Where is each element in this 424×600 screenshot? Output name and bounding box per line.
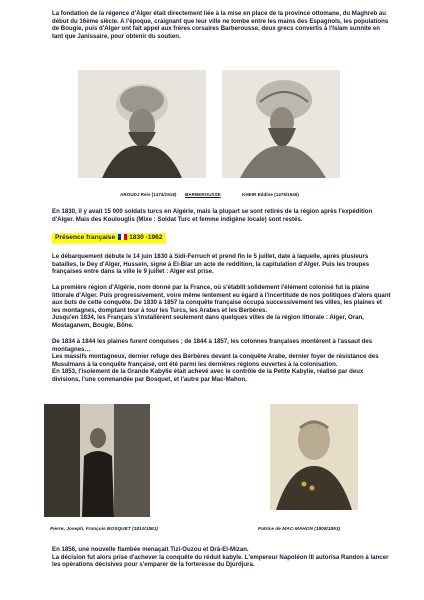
- section-heading: [52, 233, 166, 243]
- intro-paragraph: La fondation de la régence d'Alger était directement liée à la mise en place de la province ottomane, du Maghreb au début du 16ème siècle. A l'époque, craignant que leur ville ne tombe entre les mains des Espagnols, les populations de Bougie, puis d'Alger ont fait appel aux frères corsaires Barberousse, deux grecs convertis à l'Islam sunnite en tant que Janissaire, pour obtenir du soutien.: [52, 10, 389, 40]
- paragraph-montagnes: De 1834 à 1844 les plaines furent conquises ; de 1844 à 1857, les colonnes françaises montèrent à l'assaut des montagnes… Les massifs montagneux, dernier refuge des Berbères devant la conquête Arabe, dernier foyer de résistance des Musulmans à la conquête française, ont été parmi les dernières régions ouvertes à la colonisation. En 1853, l'isolement de la Grande Kabylie était achevé avec le contrôle de la Petite Kabylie, réalisé par deux divisions, l'une commandée par Bosquet, et l'autre par Mac-Mahon.: [52, 338, 379, 383]
- aroudj-portrait: [78, 70, 206, 178]
- paragraph-debarquement: Le débarquement débute le 14 juin 1830 à Sidi-Ferruch et prend fin le 5 juillet, date à laquelle, après plusieurs batailles, le Dey d'Alger, Hussein, signe à El-Biar un acte de reddition, la capitulation d'Alger. Puis les troupes françaises entre dans la ville le 9 juillet : Alger est prise.: [52, 253, 370, 276]
- caption-macmahon: Patrice de MAC-MAHON (1808/1893): [258, 527, 341, 532]
- paragraph-1830: En 1830, il y avait 15 000 soldats turcs en Algérie, mais la plupart se sont retirés de la région après l'expédition d'Alger. Mais des Koulouglis (Mixe : Soldat Turc et femme indigène locale) sont restés.: [52, 208, 373, 223]
- caption-kheir: KHEIR Eddine (1476/1546): [242, 192, 299, 197]
- kheir-eddine-portrait: [222, 70, 340, 178]
- caption-barberousse: BARBEROUSSE: [185, 192, 221, 197]
- macmahon-photo: [270, 404, 358, 510]
- caption-aroudj: AROUDJ Reis (1474/1518): [120, 192, 177, 197]
- heading-right: 1830 -1962: [129, 234, 163, 241]
- bosquet-photo: [44, 404, 150, 517]
- caption-bosquet: Pierre, Joseph, François BOSQUET (1810/1861): [50, 527, 158, 532]
- heading-left: Présence française: [55, 234, 116, 241]
- french-flag-icon: [118, 234, 127, 240]
- paragraph-conquete: La première région d'Algérie, nom donné par la France, où s'établit solidement l'élément colonisé fut la plaine littorale d'Alger. Puis progressivement, voire même lentement eu égard à l'incertitude de nos politiques d'alors quant aux buts de cette conquête. De 1830 à 1857 la conquête française occupa successivement les villes, les plaines et les montagnes, domptant tour à tour les Turcs, les Arabes et les Berbères. Jusqu'en 1834, les Français s'installèrent seulement dans quelques villes de la région littorale : Alger, Oran, Mostaganem, Bougie, Bône.: [52, 284, 391, 329]
- paragraph-1856: En 1856, une nouvelle flambée menaçait Tizi-Ouzou et Drâ-El-Mizan. La décision fut alors prise d'achever la conquête du réduit kabyle. L'empereur Napoléon III autorisa Randon à lancer les opérations décisives pour s'emparer de la forteresse du Djurdjura.: [52, 546, 389, 569]
